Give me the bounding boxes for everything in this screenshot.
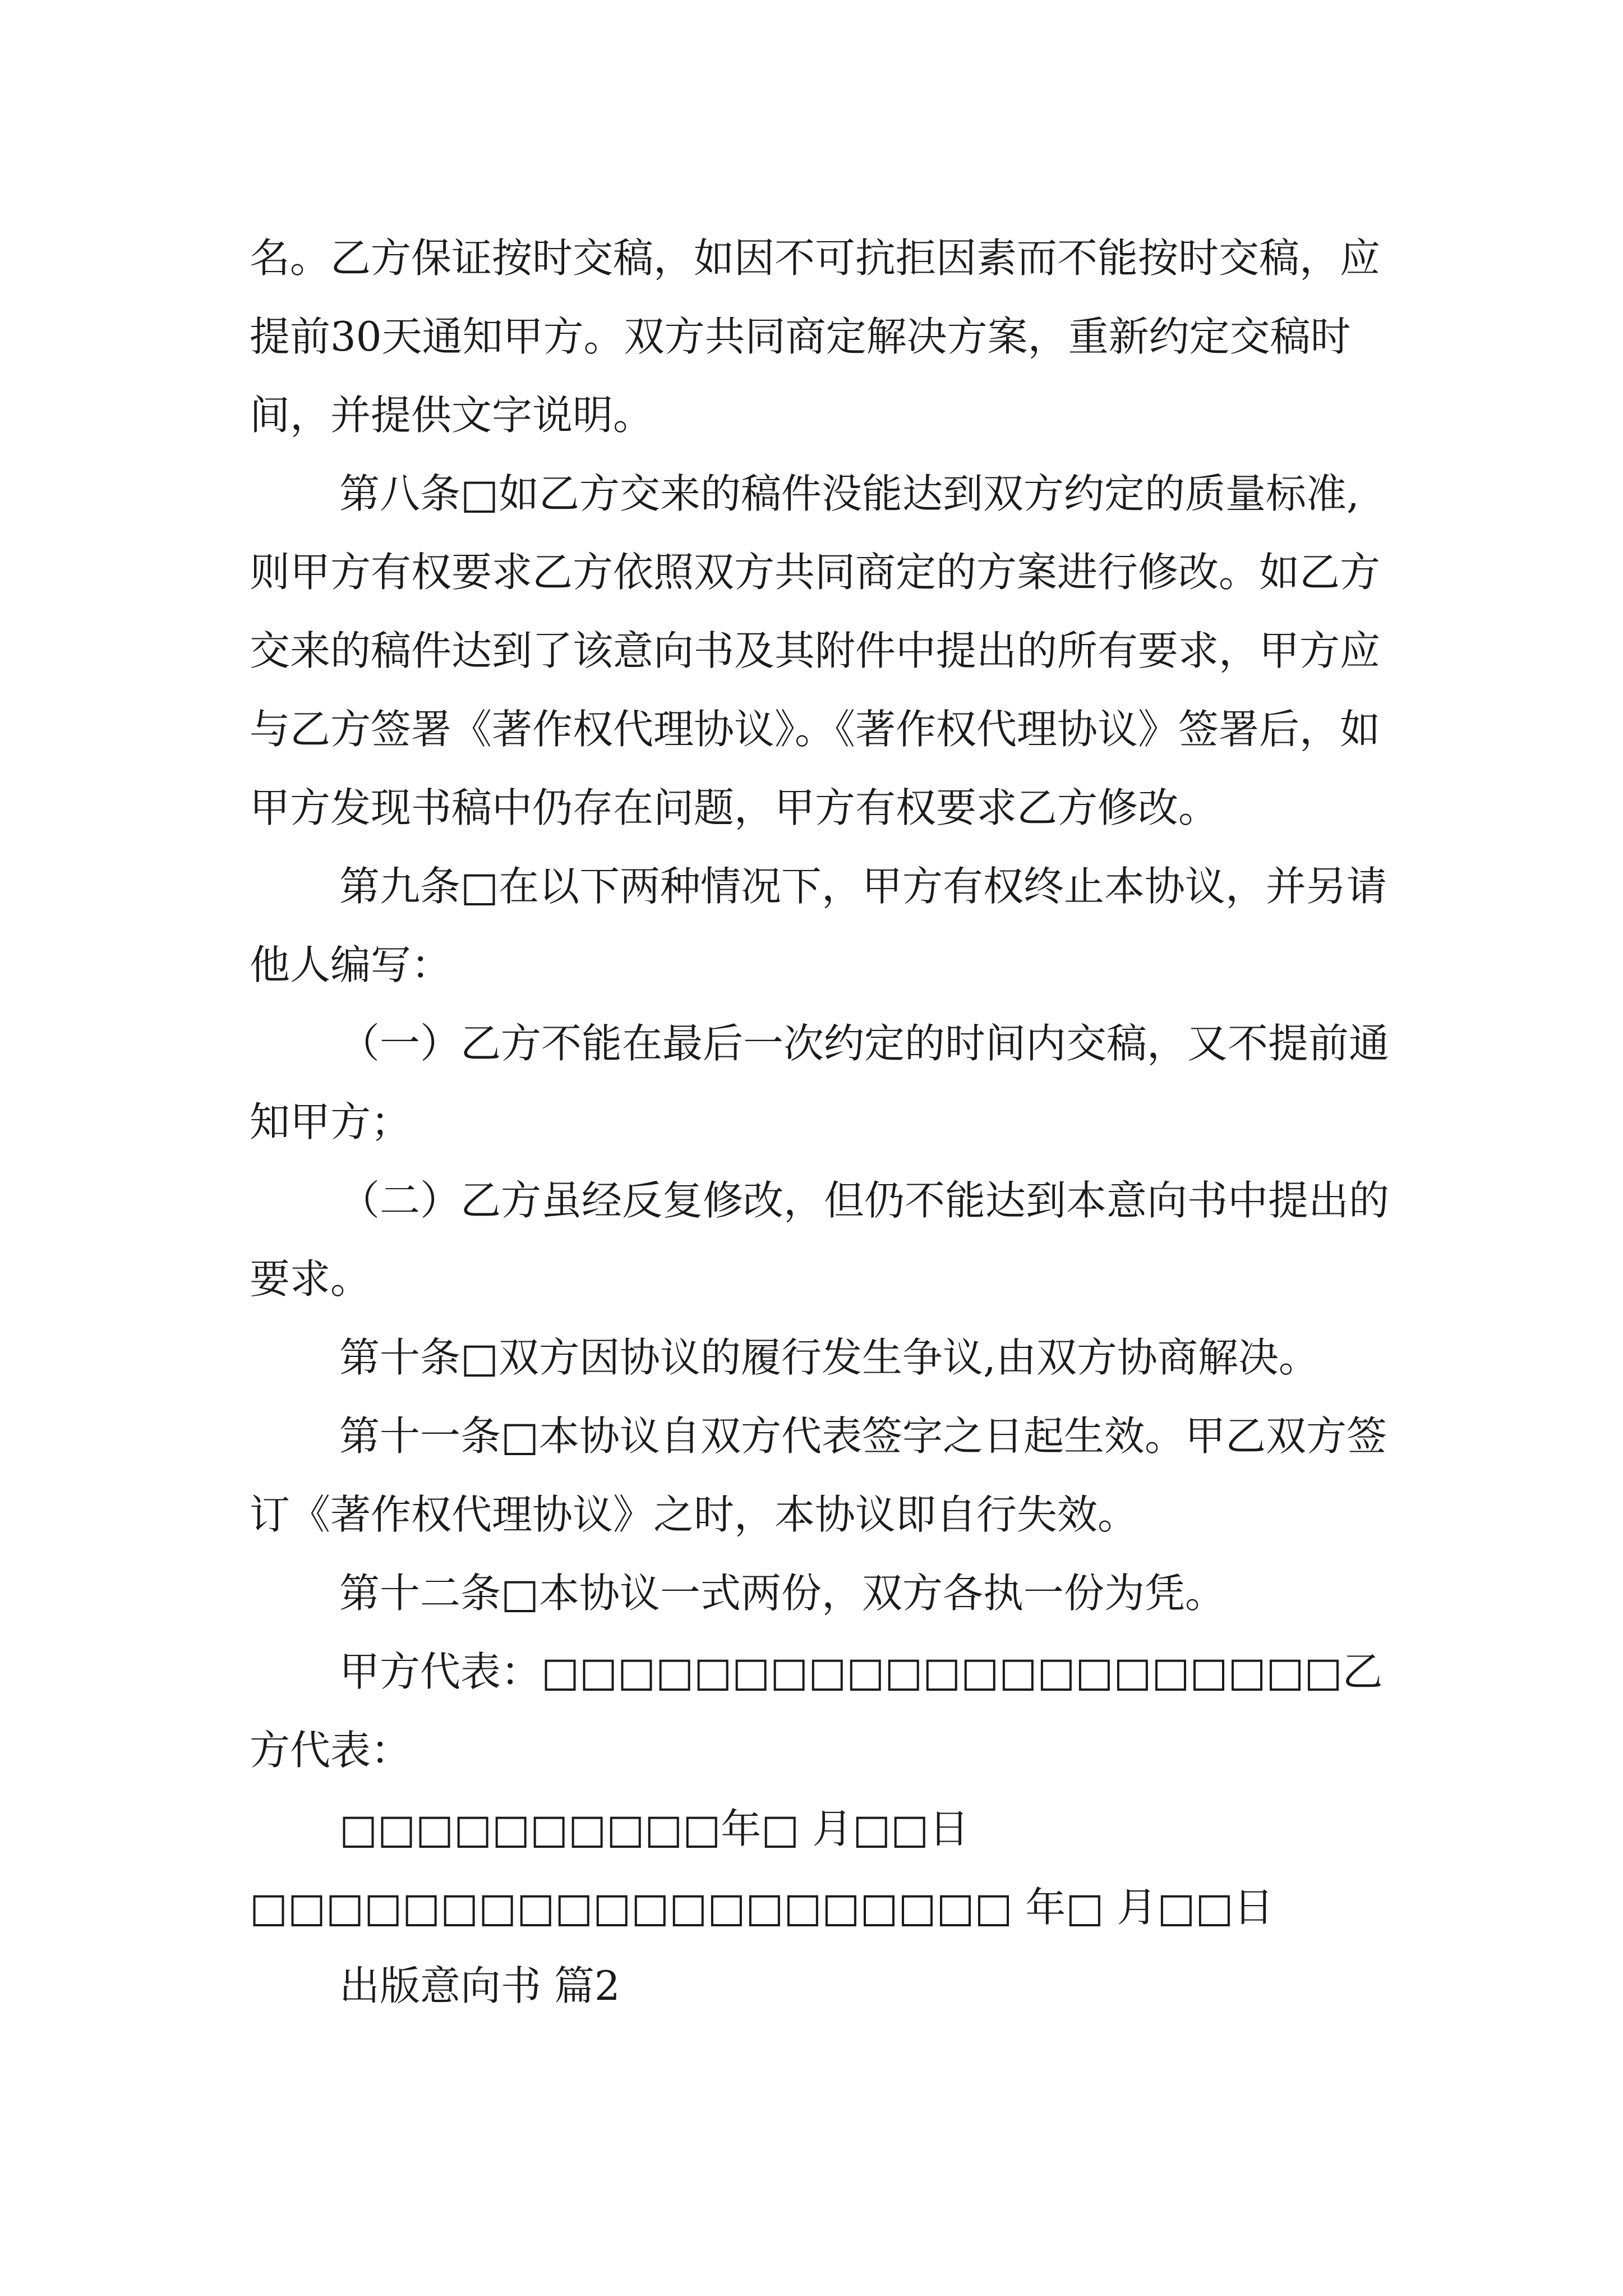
paragraph-continuation: 名。乙方保证按时交稿，如因不可抗拒因素而不能按时交稿，应提前30天通知甲方。双方共同商定解决方案，重新约定交稿时间，并提供文字说明。: [250, 234, 1381, 439]
signature-line: 甲方代表：□□□□□□□□□□□□□□□□□□□□□乙方代表：: [250, 1648, 1383, 1774]
article-9: 第九条□在以下两种情况下，甲方有权终止本协议，并另请他人编写：: [250, 863, 1387, 988]
section-heading: 出版意向书 篇2: [339, 1962, 620, 2009]
date-line: □□□□□□□□□□年□ 月□□日□□□□□□□□□□□□□□□□□□□□ 年□ 月□□日: [250, 1805, 1274, 1931]
article-12: 第十二条□本协议一式两份，双方各执一份为凭。: [339, 1570, 1226, 1617]
document-page: [250, 219, 1391, 2025]
article-11: 第十一条□本协议自双方代表签字之日起生效。甲乙双方签订《著作权代理协议》之时，本协议即自行失效。: [250, 1412, 1387, 1538]
article-10: 第十条□双方因协议的履行发生争议,由双方协商解决。: [339, 1334, 1319, 1381]
article-9-item-1: （一）乙方不能在最后一次约定的时间内交稿，又不提前通知甲方；: [250, 1020, 1390, 1145]
article-8: 第八条□如乙方交来的稿件没能达到双方约定的质量标准,则甲方有权要求乙方依照双方共同商定的方案进行修改。如乙方交来的稿件达到了该意向书及其附件中提出的所有要求，甲方应与乙方签署《著作权代理协议》。《著作权代理协议》签署后，如甲方发现书稿中仍存在问题，甲方有权要求乙方修改。: [250, 470, 1381, 831]
article-9-item-2: （二）乙方虽经反复修改，但仍不能达到本意向书中提出的要求。: [250, 1177, 1390, 1303]
